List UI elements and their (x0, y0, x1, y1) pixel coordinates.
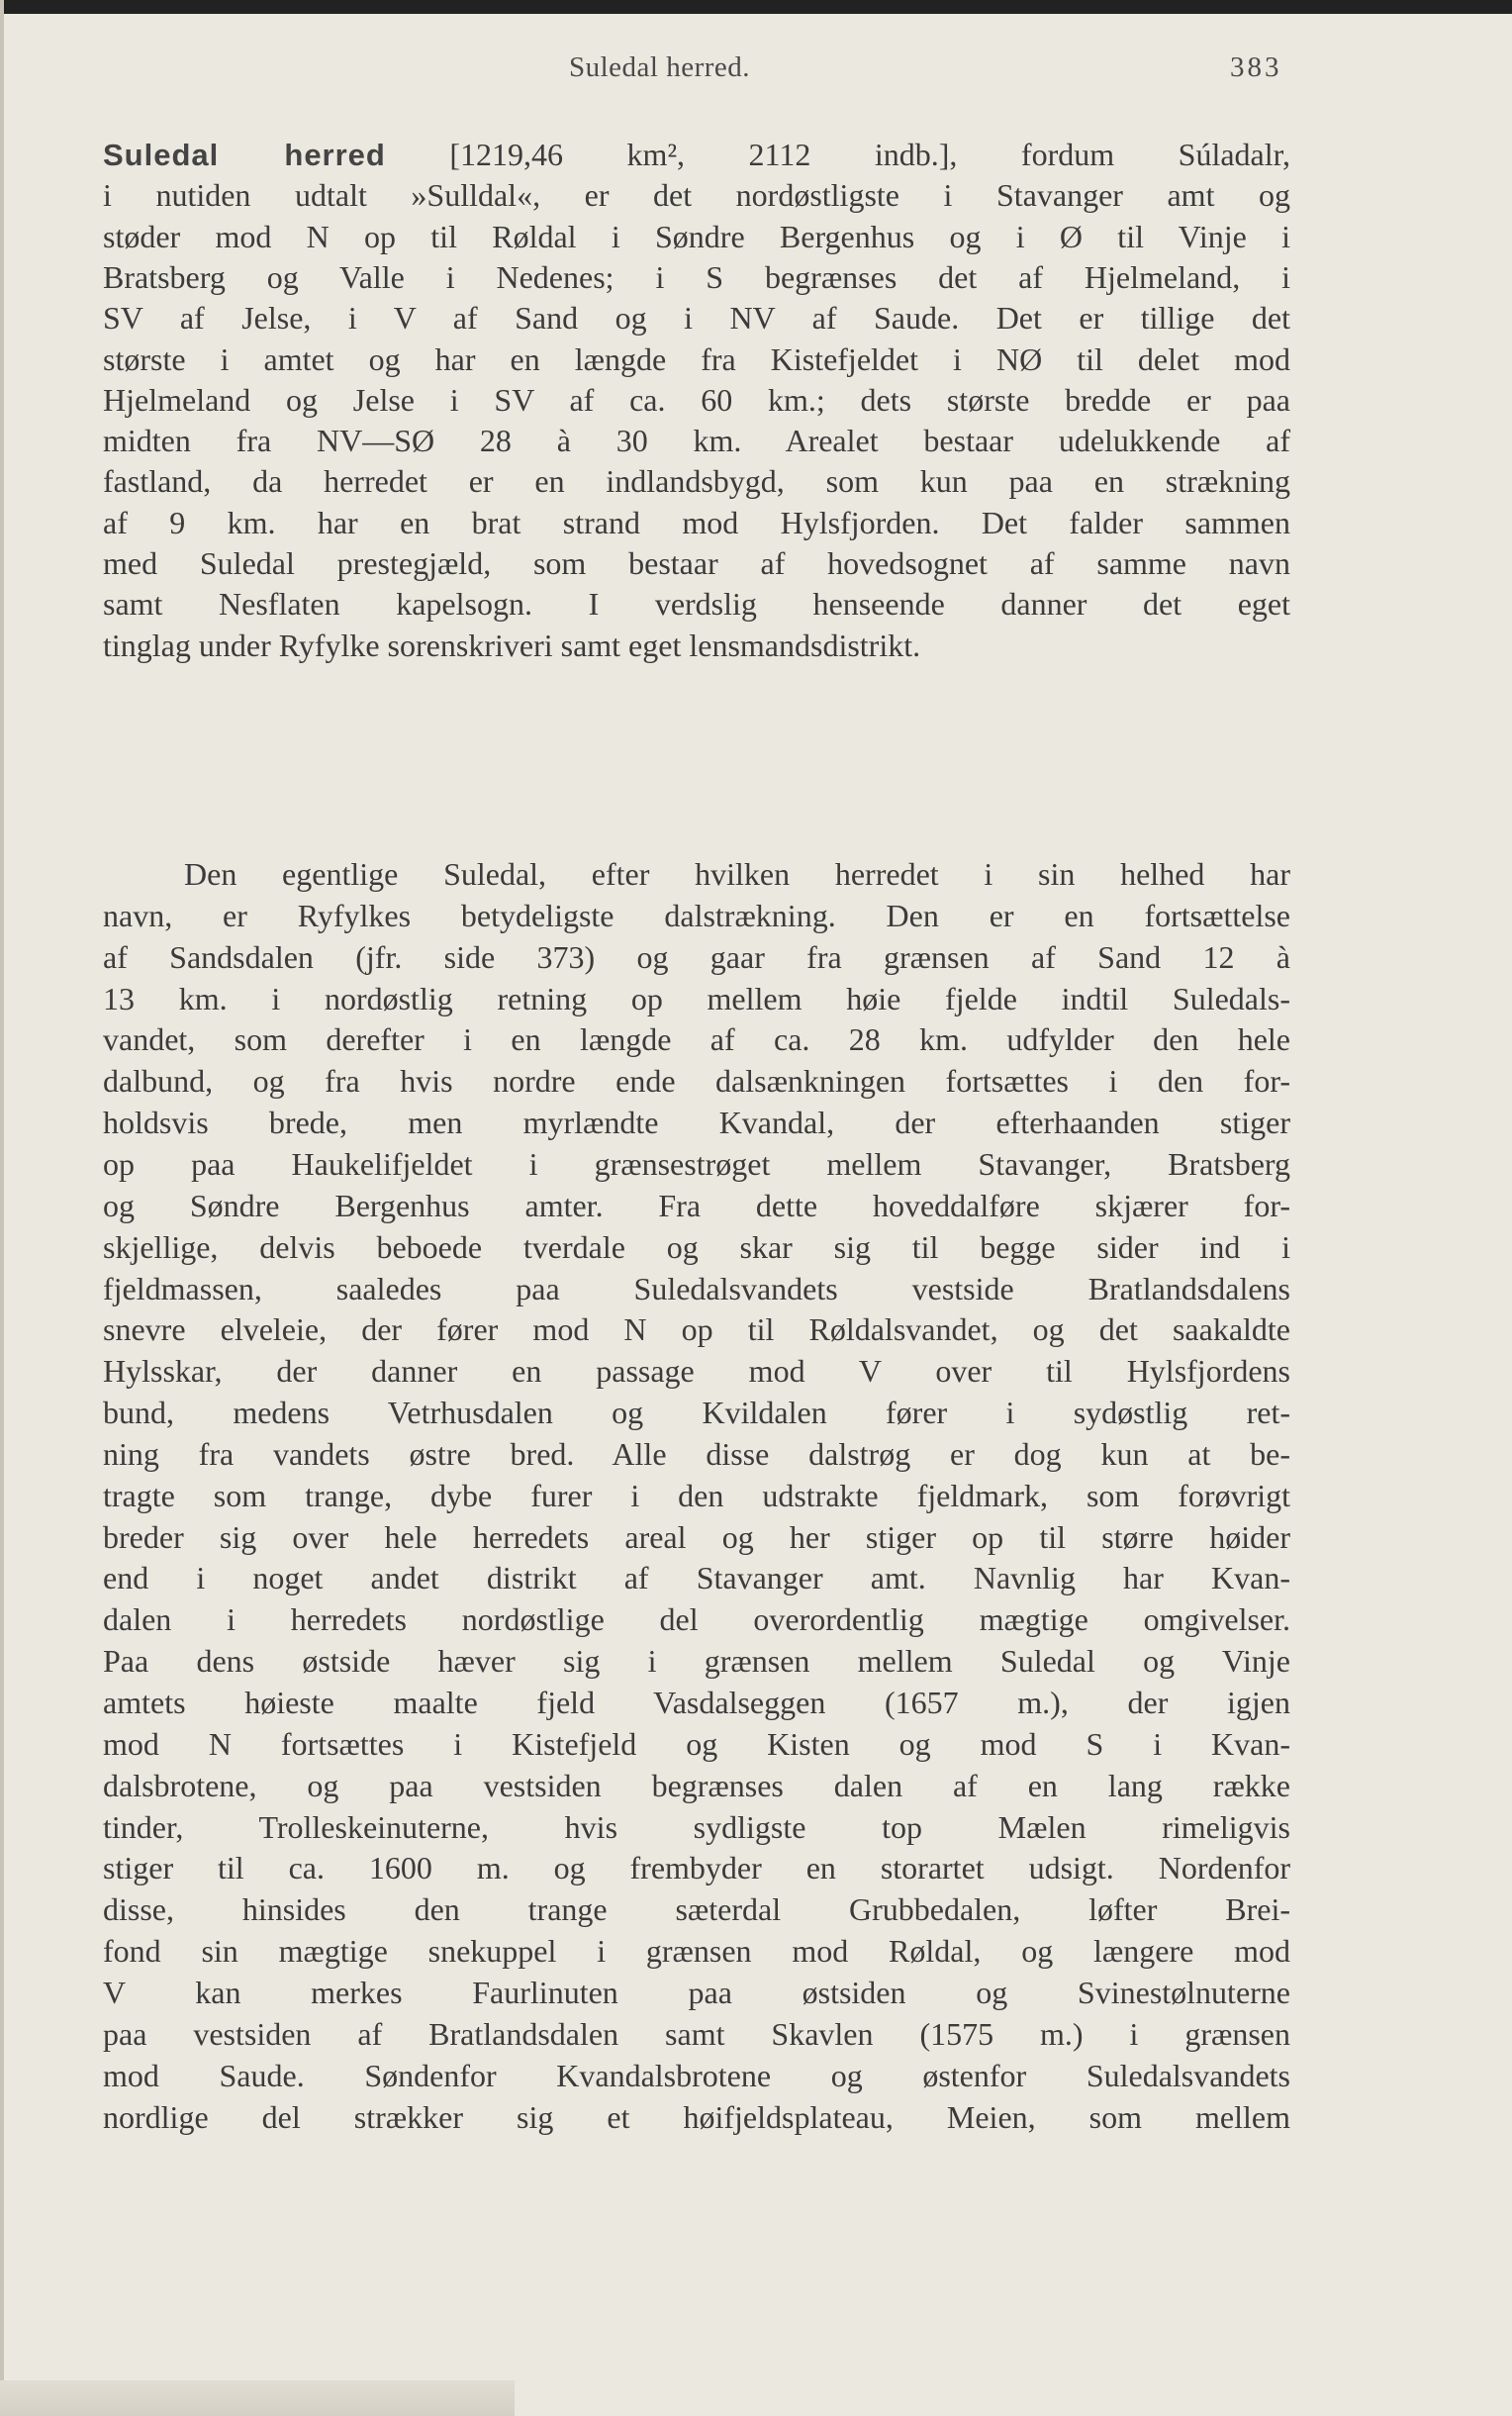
page-number: 383 (1230, 51, 1282, 83)
entry-line: støder mod N op til Røldal i Søndre Bergenhus og i Ø til Vinje i (103, 218, 1290, 254)
body-line: Den egentlige Suledal, efter hvilken herredet i sin helhed har (184, 856, 1290, 892)
body-line: op paa Haukelifjeldet i grænsestrøget mellem Stavanger, Bratsberg (103, 1145, 1290, 1182)
body-line: tinder, Trolleskeinuterne, hvis sydligste top Mælen rimeligvis (103, 1808, 1290, 1845)
body-line: amtets høieste maalte fjeld Vasdalseggen (1657 m.), der igjen (103, 1685, 1290, 1720)
entry-line (103, 139, 1290, 170)
body-line: Paa dens østside hæver sig i grænsen mellem Suledal og Vinje (103, 1643, 1290, 1680)
body-line: tragte som trange, dybe furer i den udstrakte fjeldmark, som forøvrigt (103, 1477, 1290, 1513)
body-line: Hylsskar, der danner en passage mod V over til Hylsfjordens (103, 1353, 1290, 1390)
entry-line: SV af Jelse, i V af Sand og i NV af Saude. Det er tillige det (103, 300, 1290, 337)
body-line: breder sig over hele herredets areal og her stiger op til større høider (103, 1518, 1290, 1555)
body-line: og Søndre Bergenhus amter. Fra dette hoveddalføre skjærer for- (103, 1187, 1290, 1223)
body-line: dalsbrotene, og paa vestsiden begrænses dalen af en lang række (103, 1767, 1290, 1803)
body-line: fjeldmassen, saaledes paa Suledalsvandets vestside Bratlandsdalens (103, 1270, 1290, 1306)
body-line: paa vestsiden af Bratlandsdalen samt Skavlen (1575 m.) i grænsen (103, 2015, 1290, 2052)
body-line: 13 km. i nordøstlig retning op mellem høie fjelde indtil Suledals- (103, 980, 1290, 1016)
entry-line: fastland, da herredet er en indlandsbygd, som kun paa en strækning (103, 463, 1290, 500)
scan-left-edge (0, 0, 4, 2416)
running-title: Suledal herred. (569, 51, 751, 83)
entry-line-text: [1219,46 km², 2112 indb.], fordum Súladalr, (385, 137, 1291, 172)
body-line: nordlige del strækker sig et høifjeldsplateau, Meien, som mellem (103, 2098, 1290, 2135)
entry-line: Hjelmeland og Jelse i SV af ca. 60 km.; dets største bredde er paa (103, 381, 1290, 418)
body-line: ning fra vandets østre bred. Alle disse dalstrøg er dog kun at be- (103, 1435, 1290, 1472)
entry-line: af 9 km. har en brat strand mod Hylsfjorden. Det falder sammen (103, 504, 1290, 540)
entry-lemma: Suledal herred (103, 138, 386, 172)
entry-line: midten fra NV—SØ 28 à 30 km. Arealet bestaar udelukkende af (103, 423, 1290, 459)
body-line: mod Saude. Søndenfor Kvandalsbrotene og østenfor Suledalsvandets (103, 2057, 1290, 2093)
body-line: fond sin mægtige snekuppel i grænsen mod Røldal, og længere mod (103, 1933, 1290, 1970)
scan-bottom-shadow (0, 2380, 515, 2416)
body-line: dalen i herredets nordøstlige del overordentlig mægtige omgivelser. (103, 1601, 1290, 1638)
body-line: holdsvis brede, men myrlændte Kvandal, der efterhaanden stiger (103, 1105, 1290, 1141)
scan-top-border (0, 0, 1512, 14)
entry-line: i nutiden udtalt »Sulldal«, er det nordøstligste i Stavanger amt og (103, 177, 1290, 214)
body-line: bund, medens Vetrhusdalen og Kvildalen fører i sydøstlig ret- (103, 1395, 1290, 1431)
body-line: af Sandsdalen (jfr. side 373) og gaar fra grænsen af Sand 12 à (103, 938, 1290, 975)
body-line: snevre elveleie, der fører mod N op til Røldalsvandet, og det saakaldte (103, 1311, 1290, 1348)
body-line: vandet, som derefter i en længde af ca. 28 km. udfylder den hele (103, 1021, 1290, 1058)
entry-line: med Suledal prestegjæld, som bestaar af hovedsognet af samme navn (103, 545, 1290, 581)
entry-line: største i amtet og har en længde fra Kistefjeldet i NØ til delet mod (103, 340, 1290, 377)
body-line: end i noget andet distrikt af Stavanger amt. Navnlig har Kvan- (103, 1560, 1290, 1596)
body-line: navn, er Ryfylkes betydeligste dalstrækning. Den er en fortsættelse (103, 897, 1290, 933)
body-line: dalbund, og fra hvis nordre ende dalsænkningen fortsættes i den for- (103, 1063, 1290, 1100)
body-line: stiger til ca. 1600 m. og frembyder en storartet udsigt. Nordenfor (103, 1850, 1290, 1886)
entry-line: Bratsberg og Valle i Nedenes; i S begrænses det af Hjelmeland, i (103, 258, 1290, 295)
body-line: disse, hinsides den trange sæterdal Grubbedalen, løfter Brei- (103, 1891, 1290, 1928)
body-line: mod N fortsættes i Kistefjeld og Kisten og mod S i Kvan- (103, 1725, 1290, 1762)
entry-line: samt Nesflaten kapelsogn. I verdslig henseende danner det eget (103, 586, 1290, 623)
entry-line: tinglag under Ryfylke sorenskriveri samt eget lensmandsdistrikt. (103, 627, 921, 663)
body-line: V kan merkes Faurlinuten paa østsiden og Svinestølnuterne (103, 1974, 1290, 2010)
body-line: skjellige, delvis beboede tverdale og skar sig til begge sider ind i (103, 1228, 1290, 1265)
